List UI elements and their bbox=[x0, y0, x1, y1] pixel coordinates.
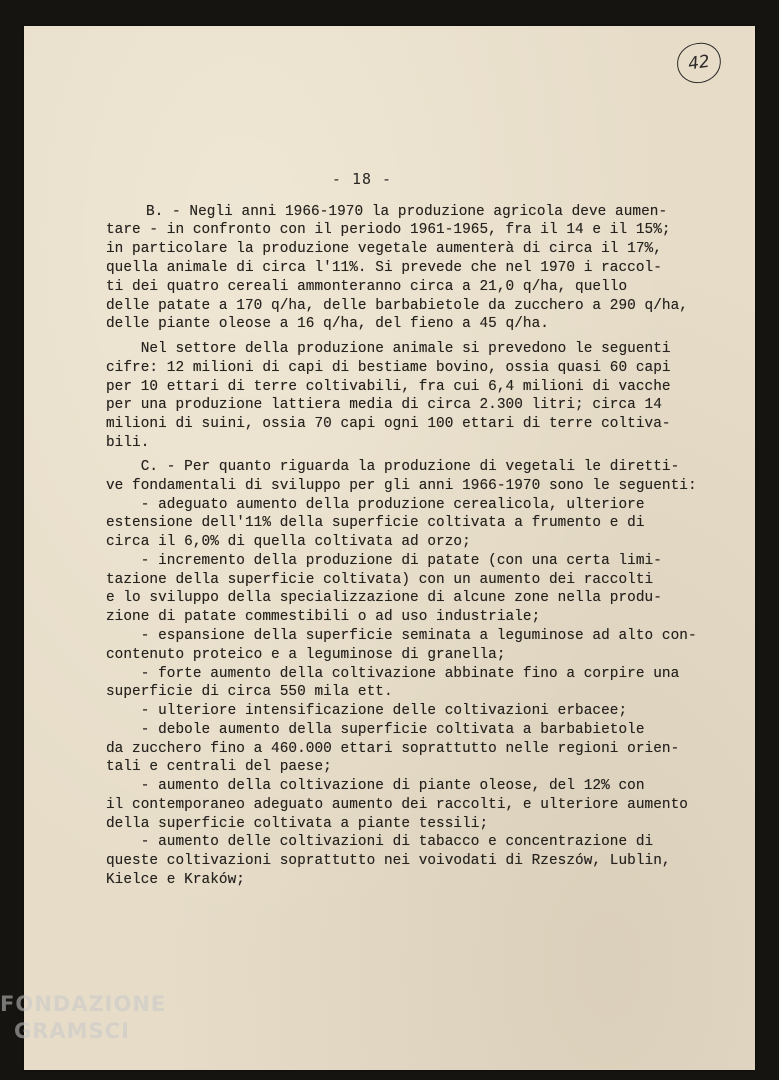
text-line: circa il 6,0% di quella coltivata ad orzo; bbox=[106, 534, 471, 550]
text-line: - forte aumento della coltivazione abbinate fino a corpire una bbox=[106, 666, 680, 682]
text-line: milioni di suini, ossia 70 capi ogni 100 ettari di terre coltiva- bbox=[106, 416, 671, 432]
text-line: e lo sviluppo della specializzazione di alcune zone nella produ- bbox=[106, 590, 662, 606]
text-line: delle piante oleose a 16 q/ha, del fieno a 45 q/ha. bbox=[106, 316, 549, 332]
text-line: Kielce e Kraków; bbox=[106, 872, 245, 888]
text-line: il contemporaneo adeguato aumento dei raccolti, e ulteriore aumento bbox=[106, 797, 688, 813]
text-line: - incremento della produzione di patate (con una certa limi- bbox=[106, 553, 662, 569]
text-line: - ulteriore intensificazione delle coltivazioni erbacee; bbox=[106, 703, 628, 719]
text-line: da zucchero fino a 460.000 ettari soprattutto nelle regioni orien- bbox=[106, 741, 680, 757]
text-line: tazione della superficie coltivata) con un aumento dei raccolti bbox=[106, 572, 654, 588]
text-line: zione di patate commestibili o ad uso industriale; bbox=[106, 609, 541, 625]
text-line: - aumento della coltivazione di piante oleose, del 12% con bbox=[106, 778, 645, 794]
text-line: in particolare la produzione vegetale aumenterà di circa il 17%, bbox=[106, 241, 662, 257]
text-line: tare - in confronto con il periodo 1961-1965, fra il 14 e il 15%; bbox=[106, 222, 671, 238]
text-line: - adeguato aumento della produzione cerealicola, ulteriore bbox=[106, 497, 645, 513]
text-line: contenuto proteico e a leguminose di granella; bbox=[106, 647, 506, 663]
text-line: ve fondamentali di sviluppo per gli anni 1966-1970 sono le seguenti: bbox=[106, 478, 697, 494]
text-line: per 10 ettari di terre coltivabili, fra cui 6,4 milioni di vacche bbox=[106, 379, 671, 395]
text-line: C. - Per quanto riguarda la produzione di vegetali le diretti- bbox=[106, 459, 680, 475]
archive-number: 42 bbox=[686, 51, 712, 75]
text-line: Nel settore della produzione animale si prevedono le seguenti bbox=[106, 341, 671, 357]
text-line: delle patate a 170 q/ha, delle barbabietole da zucchero a 290 q/ha, bbox=[106, 298, 688, 314]
text-line: quella animale di circa l'11%. Si prevede che nel 1970 i raccol- bbox=[106, 260, 662, 276]
text-line: cifre: 12 milioni di capi di bestiame bovino, ossia quasi 60 capi bbox=[106, 360, 671, 376]
text-line: tali e centrali del paese; bbox=[106, 759, 332, 775]
text-line: bili. bbox=[106, 435, 150, 451]
text-line: superficie di circa 550 mila ett. bbox=[106, 684, 393, 700]
text-line: per una produzione lattiera media di circa 2.300 litri; circa 14 bbox=[106, 397, 662, 413]
text-line: queste coltivazioni soprattutto nei voivodati di Rzeszów, Lublin, bbox=[106, 853, 671, 869]
text-line: - aumento delle coltivazioni di tabacco e concentrazione di bbox=[106, 834, 654, 850]
text-line: estensione dell'11% della superficie coltivata a frumento e di bbox=[106, 515, 645, 531]
fondazione-gramsci-watermark bbox=[0, 994, 166, 1042]
watermark-line-1: FONDAZIONE bbox=[0, 992, 167, 1016]
page-number: - 18 - bbox=[331, 170, 393, 188]
text-line: - debole aumento della superficie coltivata a barbabietole bbox=[106, 722, 645, 738]
text-line: - espansione della superficie seminata a leguminose ad alto con- bbox=[106, 628, 697, 644]
watermark-line-2: GRAMSCI bbox=[14, 1019, 130, 1043]
text-line: B. - Negli anni 1966-1970 la produzione agricola deve aumen- bbox=[146, 204, 668, 220]
text-line: ti dei quatro cereali ammonteranno circa a 21,0 q/ha, quello bbox=[106, 279, 628, 295]
text-line: della superficie coltivata a piante tessili; bbox=[106, 816, 489, 832]
